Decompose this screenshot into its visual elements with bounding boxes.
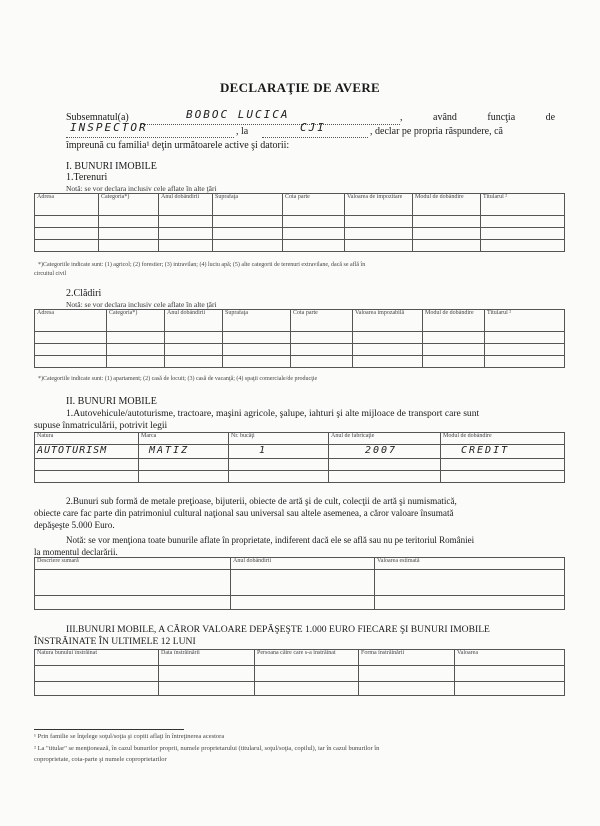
section2-p2-line2: obiecte care fac parte din patrimoniul cultural naţional sau universal sau altele asemenea, a căror valoare însumată (34, 508, 454, 518)
avand-functia-label: , având funcţia de (400, 112, 556, 123)
table-row (35, 216, 565, 228)
institution-field[interactable]: CJI (300, 121, 326, 134)
la-label: , la (236, 126, 249, 137)
section2-p2-line3: depăşeşte 5.000 Euro. (34, 520, 115, 530)
subsemnatul-label: Subsemnatul(a) (66, 112, 129, 123)
page-title: DECLARAŢIE DE AVERE (219, 80, 381, 95)
terenuri-footnote-2: circuitul civil (34, 271, 67, 277)
valuables-table (34, 557, 565, 610)
table-row (35, 471, 565, 483)
terenuri-col-titularul: Titularul ² (481, 194, 565, 216)
table-row (35, 682, 565, 696)
table-row (35, 570, 565, 596)
cladiri-col-modul: Modul de dobândire (423, 310, 485, 332)
cladiri-col-suprafata: Suprafaţa (223, 310, 291, 332)
vehicles-col-natura: Natura (35, 433, 139, 445)
terenuri-footnote: *)Categoriile indicate sunt: (1) agricol; (2) forestier; (3) intravilan; (4) luciu apă; (5) alte categorii de terenuri extravilane, dacă se află în (38, 262, 366, 268)
table-row (35, 596, 565, 610)
terenuri-col-cota: Cota parte (283, 194, 345, 216)
terenuri-col-suprafata: Suprafaţa (213, 194, 283, 216)
cladiri-col-cota: Cota parte (291, 310, 353, 332)
table-row (35, 666, 565, 682)
cladiri-col-adresa: Adresa (35, 310, 107, 332)
terenuri-heading: 1.Terenuri (66, 172, 108, 183)
alienated-assets-table (34, 649, 565, 696)
cladiri-table (34, 309, 565, 368)
footnote-1: ¹ Prin familie se înţelege soţul/soţia şi copiii aflaţi în întreţinerea acestora (34, 733, 225, 740)
terenuri-table (34, 193, 565, 252)
section1-heading: I. BUNURI IMOBILE (66, 161, 157, 172)
section2-p1-line1: 1.Autovehicule/autoturisme, tractoare, maşini agricole, şalupe, iahturi şi alte mijloace de transport care sunt (66, 408, 480, 419)
vehicles-col-nr: Nr. bucăţi (229, 433, 329, 445)
table-row (35, 459, 565, 471)
cladiri-col-valoarea: Valoarea impozabilă (353, 310, 423, 332)
vehicle-modul-cell[interactable]: CREDIT (441, 445, 565, 459)
alienated-col-data: Data înstrăinării (159, 650, 255, 666)
valuables-col-valoarea: Valoarea estimată (375, 558, 565, 570)
cladiri-note: Notă: se vor declara inclusiv cele aflate în alte ţări (66, 300, 217, 309)
terenuri-col-categoria: Categoria*) (99, 194, 159, 216)
section2-note2-line2: la momentul declarării. (34, 547, 118, 557)
institution-underline (262, 137, 368, 138)
alienated-col-forma: Forma înstrăinării (359, 650, 455, 666)
declarant-name-field[interactable]: BOBOC LUCICA (186, 108, 290, 121)
table-row (35, 356, 565, 368)
footnote-divider (34, 729, 184, 730)
terenuri-col-valoarea: Valoarea de impozitare (345, 194, 413, 216)
section3-heading-line2: ÎNSTRĂINATE ÎN ULTIMELE 12 LUNI (34, 636, 196, 647)
vehicle-marca-cell[interactable]: MATIZ (139, 445, 229, 459)
footnote-2-line2: coproprietate, cota-parte şi numele coproprietarilor (34, 756, 167, 763)
cladiri-col-categoria: Categoria*) (107, 310, 165, 332)
declar-text: , declar pe propria răspundere, că (370, 126, 503, 137)
vehicles-col-marca: Marca (139, 433, 229, 445)
vehicles-table (34, 432, 565, 483)
table-row (35, 344, 565, 356)
section2-note2-line1: Notă: se vor menţiona toate bunurile aflate în proprietate, indiferent dacă ele se află sau nu pe teritoriul României (66, 535, 475, 545)
function-field[interactable]: INSPECTOR (70, 121, 148, 134)
terenuri-col-anul: Anul dobândirii (159, 194, 213, 216)
intro-line3: împreună cu familia¹ deţin următoarele active şi datorii: (66, 140, 290, 151)
footnote-2: ² La "titular" se menţionează, în cazul bunurilor proprii, numele proprietarului (titularul, soţul/soţia, copilul), iar în cazul bunurilor în (34, 745, 380, 752)
vehicles-col-anul: Anul de fabricaţie (329, 433, 441, 445)
cladiri-col-anul: Anul dobândirii (165, 310, 223, 332)
cladiri-footnote: *)Categoriile indicate sunt: (1) apartament; (2) casă de locuit; (3) casă de vacanţă; (4) spaţii comerciale/de producţie (38, 376, 318, 382)
section2-p2-line1: 2.Bunuri sub formă de metale preţioase, bijuterii, obiecte de artă şi de cult, colecţii de artă şi numismatică, (66, 496, 457, 506)
section2-heading: II. BUNURI MOBILE (66, 396, 157, 407)
vehicle-anul-cell[interactable]: 2007 (329, 445, 441, 459)
section3-heading-line1: III.BUNURI MOBILE, A CĂROR VALOARE DEPĂŞEŞTE 1.000 EURO FIECARE ŞI BUNURI IMOBILE (66, 624, 490, 635)
table-row (35, 445, 565, 459)
valuables-col-descriere: Descriere sumară (35, 558, 231, 570)
valuables-col-anul: Anul dobândirii (231, 558, 375, 570)
avand-functia-text (400, 112, 555, 123)
alienated-col-natura: Natura bunului înstrăinat (35, 650, 159, 666)
alienated-col-persoana: Persoana către care s-a înstrăinat (255, 650, 359, 666)
name-underline (140, 124, 400, 125)
terenuri-col-adresa: Adresa (35, 194, 99, 216)
cladiri-heading: 2.Clădiri (66, 288, 102, 299)
terenuri-note: Notă: se vor declara inclusiv cele aflate în alte ţări (66, 184, 217, 193)
section2-p1-line2: supuse înmatriculării, potrivit legii (34, 420, 168, 431)
vehicle-nr-cell[interactable]: 1 (229, 445, 329, 459)
cladiri-col-titularul: Titularul ² (485, 310, 565, 332)
function-underline (66, 137, 234, 138)
alienated-col-valoarea: Valoarea (455, 650, 565, 666)
table-row (35, 332, 565, 344)
table-row (35, 240, 565, 252)
vehicles-col-modul: Modul de dobândire (441, 433, 565, 445)
table-row (35, 228, 565, 240)
vehicle-natura-cell[interactable]: AUTOTURISM (35, 445, 139, 459)
terenuri-col-modul: Modul de dobândire (413, 194, 481, 216)
